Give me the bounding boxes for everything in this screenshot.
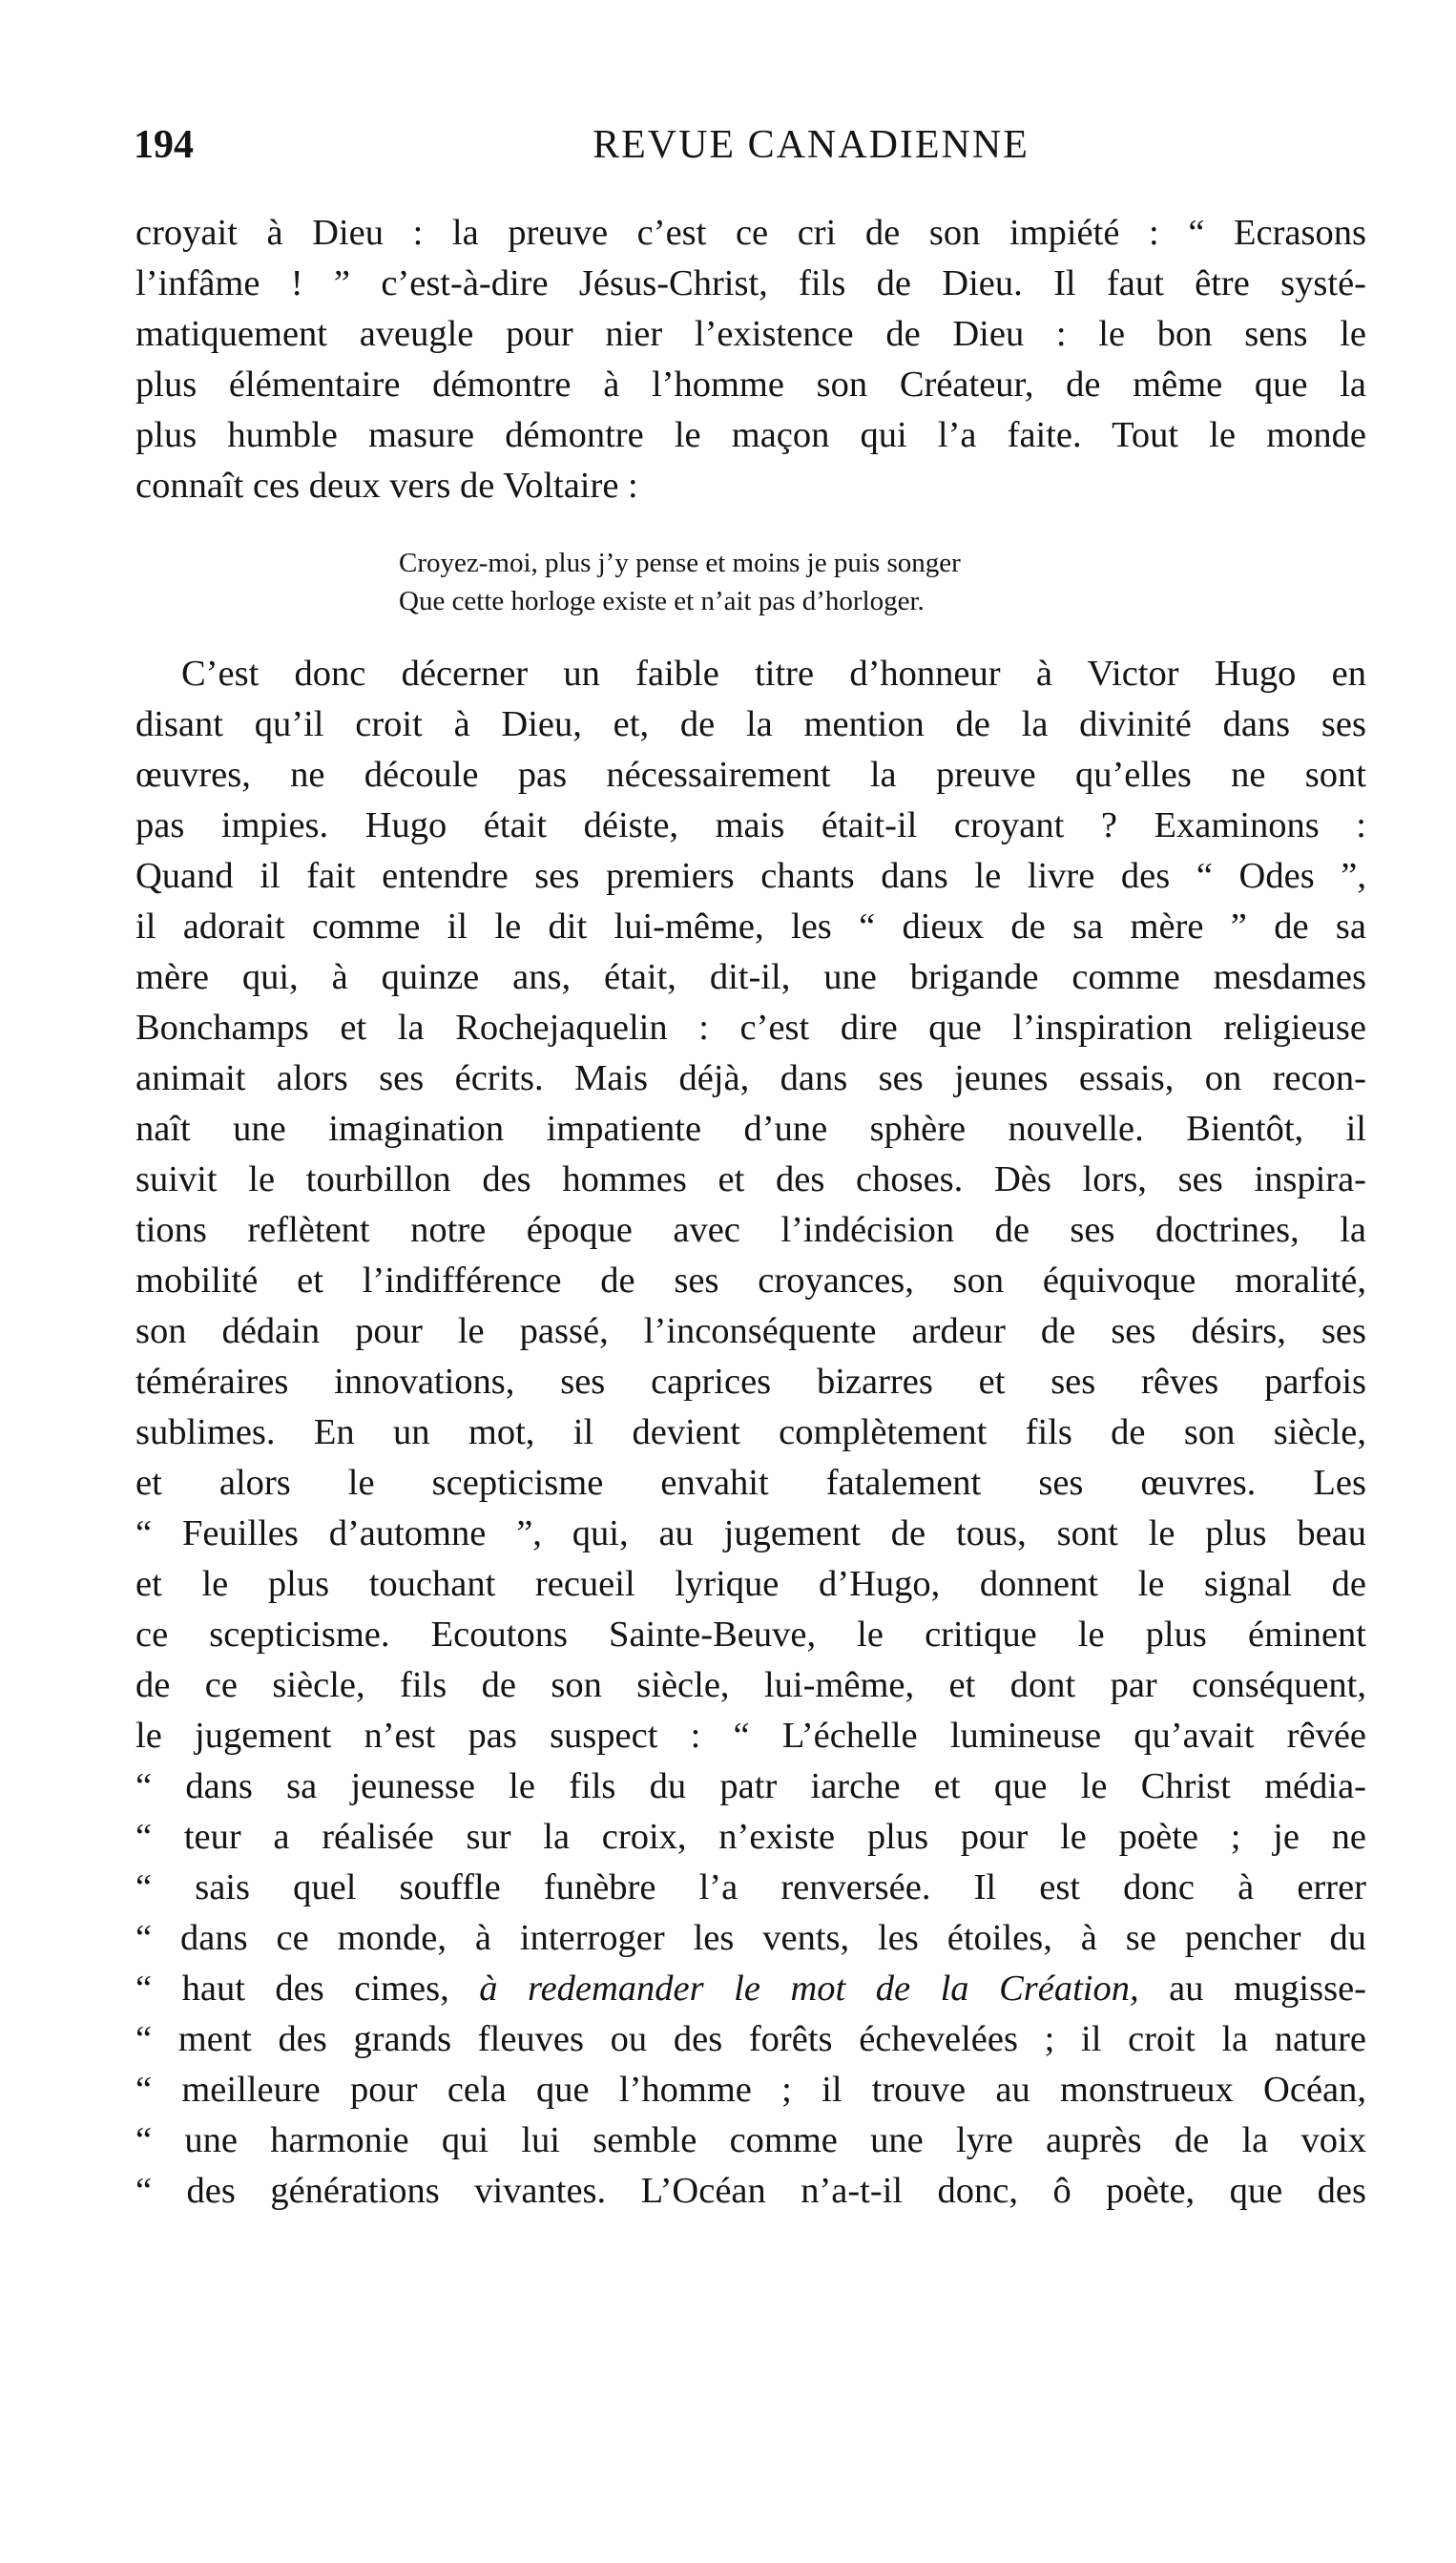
text-line: de ce siècle, fils de son siècle, lui-même, et dont par conséquent, [135, 1665, 1366, 1705]
text-line: “ dans ce monde, à interroger les vents, les étoiles, à se pencher du [135, 1918, 1366, 1958]
text-line: C’est donc décerner un faible titre d’honneur à Victor Hugo en [181, 654, 1366, 694]
text-line: disant qu’il croit à Dieu, et, de la mention de la divinité dans ses [135, 704, 1366, 744]
text-line: “ des générations vivantes. L’Océan n’a-t-il donc, ô poète, que des [135, 2171, 1366, 2211]
text-line: “ une harmonie qui lui semble comme une lyre auprès de la voix [135, 2120, 1366, 2160]
text-line: croyait à Dieu : la preuve c’est ce cri de son impiété : “ Ecrasons [135, 213, 1366, 253]
text-line: Quand il fait entendre ses premiers chants dans le livre des “ Odes ”, [135, 856, 1366, 896]
text-line: connaît ces deux vers de Voltaire : [135, 466, 638, 506]
text-line: naît une imagination impatiente d’une sphère nouvelle. Bientôt, il [135, 1109, 1366, 1149]
text-line: sublimes. En un mot, il devient complètement fils de son siècle, [135, 1412, 1366, 1452]
paragraph-2 [135, 649, 1366, 2217]
text-line: suivit le tourbillon des hommes et des choses. Dès lors, ses inspira- [135, 1159, 1366, 1199]
text-line: son dédain pour le passé, l’inconséquente ardeur de ses désirs, ses [135, 1311, 1366, 1351]
text-line: le jugement n’est pas suspect : “ L’échelle lumineuse qu’avait rêvée [135, 1716, 1366, 1756]
page-header [134, 122, 1374, 179]
text-line: et le plus touchant recueil lyrique d’Hugo, donnent le signal de [135, 1564, 1366, 1604]
verse-line: Croyez-moi, plus j’y pense et moins je puis songer [399, 548, 961, 578]
text-line: mobilité et l’indifférence de ses croyances, son équivoque moralité, [135, 1261, 1366, 1301]
text-line: œuvres, ne découle pas nécessairement la preuve qu’elles ne sont [135, 755, 1366, 795]
text-line: pas impies. Hugo était déiste, mais était-il croyant ? Examinons : [135, 805, 1366, 845]
text-line: “ ment des grands fleuves ou des forêts échevelées ; il croit la nature [135, 2019, 1366, 2059]
text-line: “ teur a réalisée sur la croix, n’existe plus pour le poète ; je ne [135, 1817, 1366, 1857]
text-line: il adorait comme il le dit lui-même, les “ dieux de sa mère ” de sa [135, 906, 1366, 947]
verse-line: Que cette horloge existe et n’ait pas d’horloger. [399, 586, 925, 616]
text-line: “ meilleure pour cela que l’homme ; il trouve au monstrueux Océan, [135, 2070, 1366, 2110]
text-line: mère qui, à quinze ans, était, dit-il, une brigande comme mesdames [135, 957, 1366, 997]
text-line: plus humble masure démontre le maçon qui l’a faite. Tout le monde [135, 415, 1366, 455]
text-line: tions reflètent notre époque avec l’indécision de ses doctrines, la [135, 1210, 1366, 1250]
text-line: “ Feuilles d’automne ”, qui, au jugement de tous, sont le plus beau [135, 1513, 1366, 1553]
text-line-with-italic [135, 1964, 1366, 2014]
text-line: et alors le scepticisme envahit fatalement ses œuvres. Les [135, 1463, 1366, 1503]
running-head: REVUE CANADIENNE [593, 123, 1030, 167]
text-line: animait alors ses écrits. Mais déjà, dans ses jeunes essais, on recon- [135, 1058, 1366, 1098]
text-line: téméraires innovations, ses caprices bizarres et ses rêves parfois [135, 1362, 1366, 1402]
text-line: Bonchamps et la Rochejaquelin : c’est dire que l’inspiration religieuse [135, 1008, 1366, 1048]
page-number: 194 [134, 123, 194, 167]
text-line: “ sais quel souffle funèbre l’a renversée. Il est donc à errer [135, 1867, 1366, 1907]
text-segment: “ haut des cimes, [135, 1969, 480, 2009]
text-segment: au mugisse- [1138, 1969, 1367, 2009]
text-line: matiquement aveugle pour nier l’existence de Dieu : le bon sens le [135, 314, 1366, 354]
text-line: l’infâme ! ” c’est-à-dire Jésus-Christ, fils de Dieu. Il faut être systé- [135, 263, 1366, 303]
paragraph-1 [135, 208, 1366, 511]
text-line: plus élémentaire démontre à l’homme son Créateur, de même que la [135, 365, 1366, 405]
text-line: “ dans sa jeunesse le fils du patr iarche et que le Christ média- [135, 1766, 1366, 1806]
italic-quote: à redemander le mot de la Création, [479, 1969, 1139, 2009]
text-line: ce scepticisme. Ecoutons Sainte-Beuve, le critique le plus éminent [135, 1615, 1366, 1655]
verse-quote [399, 544, 1162, 620]
